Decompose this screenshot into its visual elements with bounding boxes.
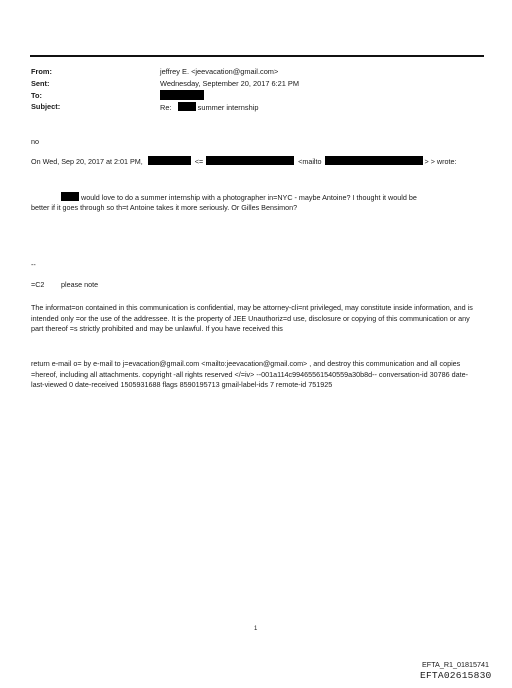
redaction-block (148, 156, 191, 165)
quote-intro-lt: <= (194, 157, 204, 166)
quote-intro-start: On Wed, Sep 20, 2017 at 2:01 PM, (31, 157, 143, 166)
subject-value (160, 102, 258, 112)
redaction-block (178, 102, 196, 111)
return-paragraph: return e-mail o= by e-mail to j=evacation@gmail.com <mailto:jeevacation@gmail.com> , and destroy this communication and all copies =hereof, including all attachments. copyright -all rights reserved </=iv> --001a114c99465561540559a30b8d-- conversation-id 30786 date-last-viewed 0 date-received 1505931688 flags 8590195713 gmail-label-ids 7 remote-id 751925 (31, 359, 468, 390)
subject-label: Subject: (31, 102, 61, 111)
quote-intro-end: > > wrote: (424, 157, 457, 166)
disclaimer-paragraph: The informat=on contained in this communication is confidential, may be attorney-cli=nt privileged, may constitute inside information, and is intended only =or the use of the addressee. It is the property of JEE Unauthoriz=d use, disclosure or copying of this communication or any part thereof =s strictly prohibited and may be unlawful. If you have received this (31, 303, 473, 334)
redaction-block (206, 156, 294, 165)
redaction-block (325, 156, 423, 165)
redaction-block (160, 90, 204, 100)
sent-value: Wednesday, September 20, 2017 6:21 PM (160, 79, 300, 88)
quote-intro-mailto: <mailto (298, 157, 322, 166)
quoted-line-2: better if it goes through so th=t Antoine takes it more seriously. Or Gilles Bensimon? (31, 203, 298, 212)
subject-prefix: Re: (160, 103, 172, 112)
quoted-line-1-text: would love to do a summer internship with a photographer in=NYC - maybe Antoine? I thought it would be (81, 193, 417, 202)
page-number: 1 (254, 626, 258, 632)
signature-dashes: -- (31, 260, 36, 269)
efta-small-id: EFTA_R1_01815741 (422, 660, 489, 669)
sent-label: Sent: (31, 79, 50, 88)
from-value: jeffrey E. <jeevacation@gmail.com> (160, 67, 279, 76)
subject-text: summer internship (197, 103, 259, 112)
header-rule (30, 55, 484, 57)
signature-code: =C2 (31, 280, 45, 289)
efta-large-id: EFTA02615830 (420, 670, 492, 681)
to-value (160, 90, 204, 101)
redaction-block (61, 192, 79, 201)
to-label: To: (31, 91, 42, 100)
signature-note: please note (61, 280, 99, 289)
reply-text: no (31, 137, 39, 146)
quote-intro (31, 156, 457, 168)
quoted-line-1 (61, 192, 417, 204)
from-label: From: (31, 67, 52, 76)
